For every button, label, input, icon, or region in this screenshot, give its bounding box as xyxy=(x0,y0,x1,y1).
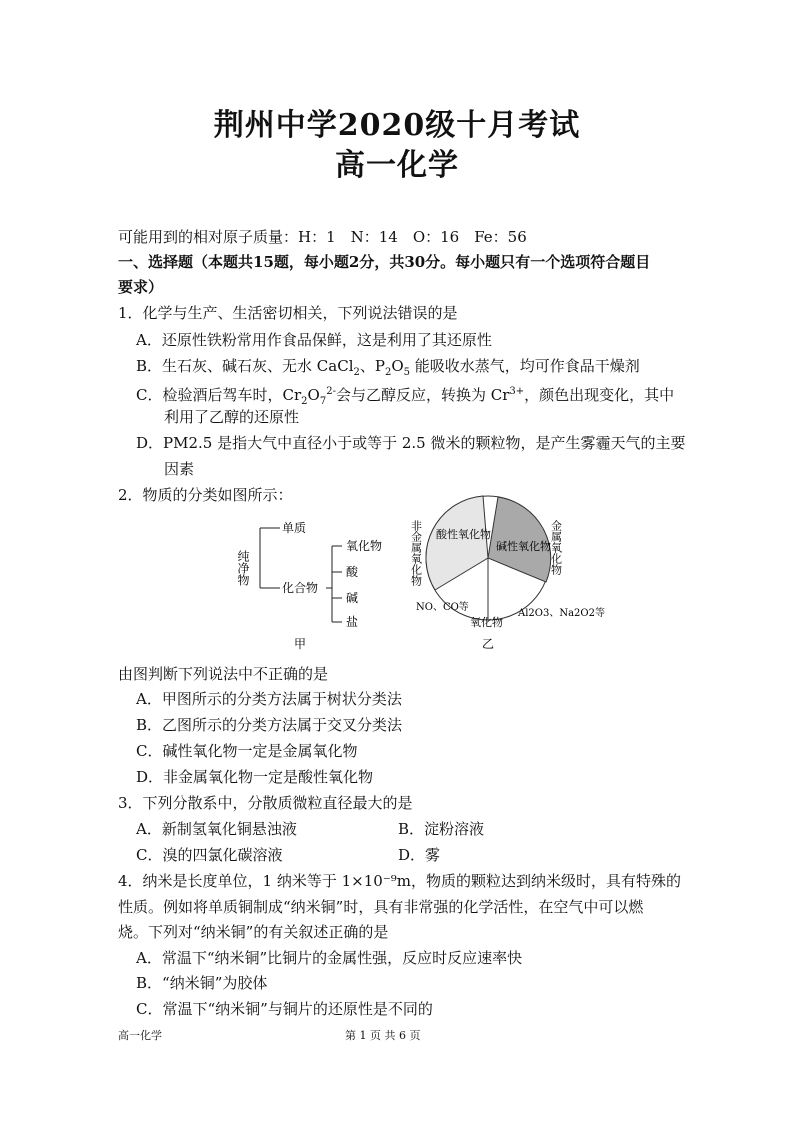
q2-option-b: B．乙图所示的分类方法属于交叉分类法 xyxy=(136,716,403,734)
q3-option-d: D．雾 xyxy=(398,846,441,864)
q4-stem-line2: 性质。例如将单质铜制成“纳米铜”时，具有非常强的化学活性，在空气中可以燃 xyxy=(118,898,644,916)
q2-option-c: C．碱性氧化物一定是金属氧化物 xyxy=(136,742,358,760)
q1-option-b: B．生石灰、碱石灰、无水 CaCl$_2$、$P_2O_5$ 能吸收水蒸气，均可作食品干燥剂 xyxy=(136,357,640,378)
q4-option-a: A．常温下“纳米铜”比铜片的金属性强，反应时反应速率快 xyxy=(136,949,523,967)
footer-page-number: 第 1 页 共 6 页 xyxy=(345,1029,421,1042)
q1-option-d-cont: 因素 xyxy=(164,460,195,478)
q2-option-a: A．甲图所示的分类方法属于树状分类法 xyxy=(136,690,402,708)
no-co-label: NO、CO等 xyxy=(416,602,469,613)
q1-option-d: D．PM2.5 是指大气中直径小于或等于 2.5 微米的颗粒物，是产生雾霾天气的主要 xyxy=(136,434,686,452)
section-heading-cont: 要求） xyxy=(118,278,164,296)
pie-diagram xyxy=(410,496,605,651)
q2-stem: 2．物质的分类如图所示： xyxy=(118,486,293,504)
al-na-label: Al2O3、Na2O2等 xyxy=(518,608,605,619)
q4-option-c: C．常温下“纳米铜”与铜片的还原性是不同的 xyxy=(136,1000,433,1018)
classification-figure xyxy=(230,498,605,658)
oxide-center-label: 氧化物 xyxy=(470,616,503,629)
q3-option-a: A．新制氢氧化铜悬浊液 xyxy=(136,820,297,838)
tree-item-oxide: 氧化物 xyxy=(346,539,383,553)
tree-compound-label: 化合物 xyxy=(282,581,319,595)
q4-option-b: B．“纳米铜”为胶体 xyxy=(136,974,268,992)
q2-lead: 由图判断下列说法中不正确的是 xyxy=(118,665,329,683)
tree-item-base: 碱 xyxy=(346,591,359,605)
atomic-mass-line: 可能用到的相对原子质量：H：1 N：14 O：16 Fe：56 xyxy=(118,228,527,246)
footer-subject: 高一化学 xyxy=(118,1029,162,1042)
nonmetal-oxide-label: 非金属氧化物 xyxy=(409,520,423,586)
basic-oxide-label: 碱性氧化物 xyxy=(496,540,551,553)
acidic-oxide-label: 酸性氧化物 xyxy=(436,528,491,541)
q4-stem-line3: 烧。下列对“纳米铜”的有关叙述正确的是 xyxy=(118,923,389,941)
q1-stem: 1．化学与生产、生活密切相关，下列说法错误的是 xyxy=(118,304,458,322)
tree-single-label: 单质 xyxy=(282,521,307,535)
tree-diagram xyxy=(236,520,382,651)
q1-option-c: C．检验酒后驾车时，$Cr_2O_7^{2-}$会与乙醇反应，转换为 $Cr^{3+}$，颜色出现变化，其中 xyxy=(136,386,675,407)
section-heading: 一、选择题（本题共15题，每小题2分，共30分。每小题只有一个选项符合题目 xyxy=(118,253,651,271)
tree-root-label: 纯净物 xyxy=(236,550,250,586)
tree-item-acid: 酸 xyxy=(346,565,359,579)
metal-oxide-label: 金属氧化物 xyxy=(549,520,563,575)
subject-title: 高一化学 xyxy=(335,148,459,183)
exam-title: 荆州中学2020级十月考试 xyxy=(213,108,581,143)
tree-item-salt: 盐 xyxy=(346,615,359,629)
q1-option-c-cont: 利用了乙醇的还原性 xyxy=(164,408,300,426)
q1-option-a: A．还原性铁粉常用作食品保鲜，这是利用了其还原性 xyxy=(136,331,492,349)
q2-option-d: D．非金属氧化物一定是酸性氧化物 xyxy=(136,768,374,786)
q4-stem-line1: 4．纳米是长度单位，1 纳米等于 1×10⁻⁹m，物质的颗粒达到纳米级时，具有特殊的 xyxy=(118,872,681,890)
q3-option-c: C．溴的四氯化碳溶液 xyxy=(136,846,283,864)
figure-b-caption: 乙 xyxy=(482,637,495,651)
q3-stem: 3．下列分散系中，分散质微粒直径最大的是 xyxy=(118,794,413,812)
q3-option-b: B．淀粉溶液 xyxy=(398,820,485,838)
figure-a-caption: 甲 xyxy=(294,637,307,651)
